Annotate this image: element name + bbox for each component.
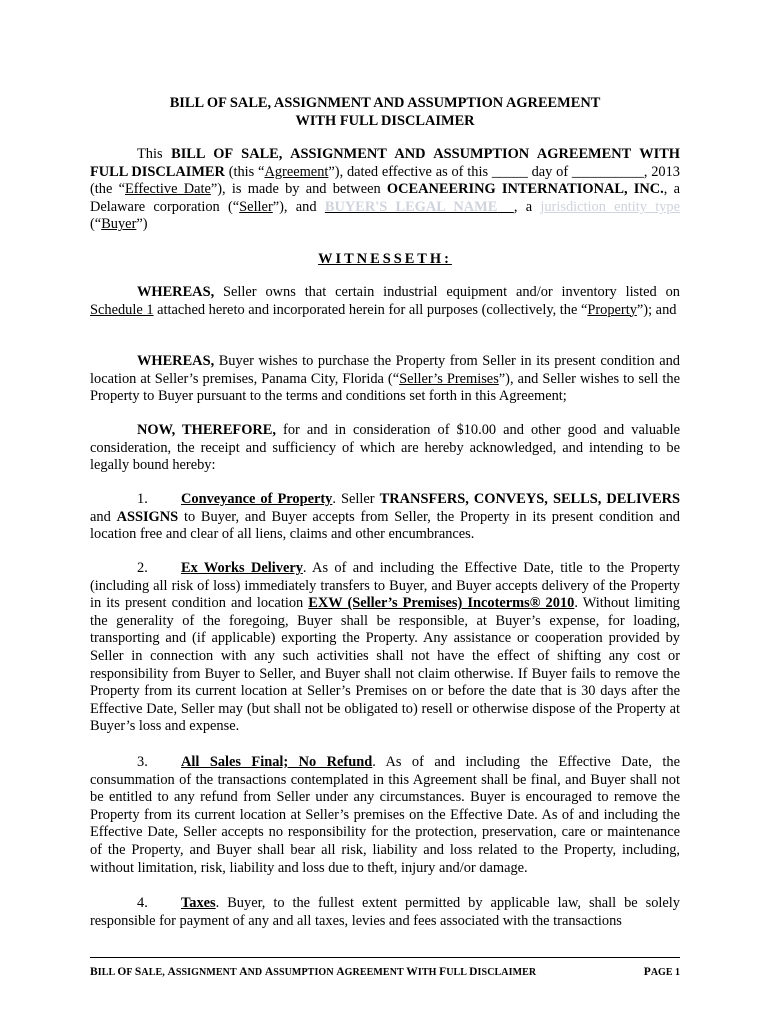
section-text: to Buyer, and Buyer accepts from Seller, the Property in its present condition and location free and clear of all liens, claims and other encumbrances. [90, 508, 680, 543]
now-therefore-paragraph [90, 422, 680, 475]
footer-title: BILL OF SALE, ASSIGNMENT AND ASSUMPTION AGREEMENT WITH FULL DISCLAIMER [90, 966, 537, 978]
page-number: PAGE 1 [643, 966, 680, 978]
defined-term-buyer: Buyer [101, 216, 137, 233]
title-line-2: WITH FULL DISCLAIMER [295, 112, 475, 129]
section-heading: Taxes [181, 895, 216, 911]
section-number: 2. [137, 560, 148, 576]
intro-text: (this “ [224, 163, 265, 180]
witnesseth-heading: WITNESSETH: [318, 251, 452, 267]
whereas-text: ”); and [636, 301, 677, 318]
footer-divider [90, 957, 680, 958]
intro-paragraph [90, 146, 680, 234]
section-3 [90, 754, 680, 877]
defined-term-property: Property [587, 301, 637, 318]
section-text: and [90, 508, 117, 525]
section-bold-text: ASSIGNS [116, 508, 179, 525]
intro-text: , a [513, 198, 541, 215]
section-bold-text: TRANSFERS, CONVEYS, SELLS, DELIVERS [379, 491, 680, 507]
intro-text: ”) [136, 216, 148, 233]
section-4 [90, 895, 680, 930]
intro-text: ”), and [272, 198, 325, 215]
document-title [90, 95, 680, 130]
section-heading: Ex Works Delivery [181, 560, 303, 576]
section-text: . As of and including the Effective Date, title to the Property (including all risk of loss) immediately transfers to Buyer, and Buyer accepts delivery of the Property in its present condition and location [90, 560, 680, 612]
section-text: . Without limiting the generality of the foregoing, Buyer shall be responsible, at Buyer’s expense, for loading, transporting and (if applicable) exporting the Property. Any assistance or cooperation provided by Seller in connection with any such activities shall not have the effect of shifting any cost or responsibility from Buyer to Seller, and Buyer shall not claim otherwise. If Buyer fails to remove the Property from its current location at Seller’s Premises on or before the date that is 30 days after the Effective Date, Seller may (but shall not be obligated to) resell or otherwise dispose of the Property at Buyer’s loss and expense. [90, 595, 680, 735]
whereas-paragraph-2 [90, 353, 680, 406]
section-number: 4. [137, 895, 148, 911]
section-heading: All Sales Final; No Refund [181, 754, 373, 770]
section-text: . As of and including the Effective Date, the consummation of the transactions contemplated in this Agreement shall be final, and Buyer shall not be entitled to any refund from Seller under any circumstances. Buyer is encouraged to remove the Property from its current location at Seller’s premises on the Effective Date. As of and including the Effective Date, Seller accepts no responsibility for the protection, preservation, care or maintenance of the Property, and Buyer shall bear all risk, liability and loss related to the Property, including, without limitation, risk, liability and loss due to theft, injury and/or damage. [90, 754, 680, 876]
section-1 [90, 491, 680, 544]
intro-text: , a Delaware corporation (“ [90, 181, 680, 215]
agreement-name: BILL OF SALE, ASSIGNMENT AND ASSUMPTION AGREEMENT WITH FULL DISCLAIMER [90, 146, 681, 180]
section-text: . Seller [332, 491, 380, 507]
whereas-label: WHEREAS, [137, 353, 215, 369]
intro-text: ”), is made by and between [210, 181, 387, 198]
title-line-1: BILL OF SALE, ASSIGNMENT AND ASSUMPTION AGREEMENT [169, 95, 601, 111]
defined-term-seller: Seller [239, 198, 273, 215]
whereas-text: attached hereto and incorporated herein for all purposes (collectively, the “ [153, 301, 588, 318]
defined-term-agreement: Agreement [264, 163, 329, 180]
defined-term-effective-date: Effective Date [125, 181, 211, 198]
section-text: . Buyer, to the fullest extent permitted by applicable law, shall be solely responsible for payment of any and all taxes, levies and fees associated with the transactions [90, 895, 680, 929]
defined-term-sellers-premises: Seller’s Premises [399, 370, 499, 387]
intro-text: (“ [90, 216, 102, 233]
jurisdiction-field[interactable]: jurisdiction entity type [540, 198, 680, 215]
section-number: 3. [137, 754, 148, 770]
section-number: 1. [137, 491, 148, 507]
buyer-name-field[interactable]: BUYER'S LEGAL NAME [324, 198, 498, 215]
section-heading: Conveyance of Property [181, 491, 333, 507]
seller-name: OCEANEERING INTERNATIONAL, INC. [386, 181, 664, 198]
whereas-text: ”), and Seller wishes to sell the Property to Buyer pursuant to the terms and conditions set forth in this Agreement; [90, 370, 680, 405]
section-2 [90, 560, 680, 736]
incoterms-reference: EXW (Seller’s Premises) Incoterms® 2010 [308, 595, 575, 612]
intro-text: This [137, 146, 172, 162]
whereas-label: WHEREAS, [137, 284, 215, 300]
schedule-reference: Schedule 1 [90, 301, 154, 318]
whereas-paragraph-1 [90, 284, 680, 319]
whereas-text: Seller owns that certain industrial equipment and/or inventory listed on [214, 284, 680, 300]
whereas-text: Buyer wishes to purchase the Property from Seller in its present condition and location at Seller’s premises, Panama City, Florida (“ [90, 353, 680, 387]
now-therefore-label: NOW, THEREFORE, [137, 422, 276, 438]
intro-text: ”), dated effective as of this _____ day of __________, 2013 (the “ [90, 163, 680, 198]
now-therefore-text: for and in consideration of $10.00 and other good and valuable consideration, the receipt and sufficiency of which are hereby acknowledged, and intending to be legally bound hereby: [90, 422, 681, 474]
